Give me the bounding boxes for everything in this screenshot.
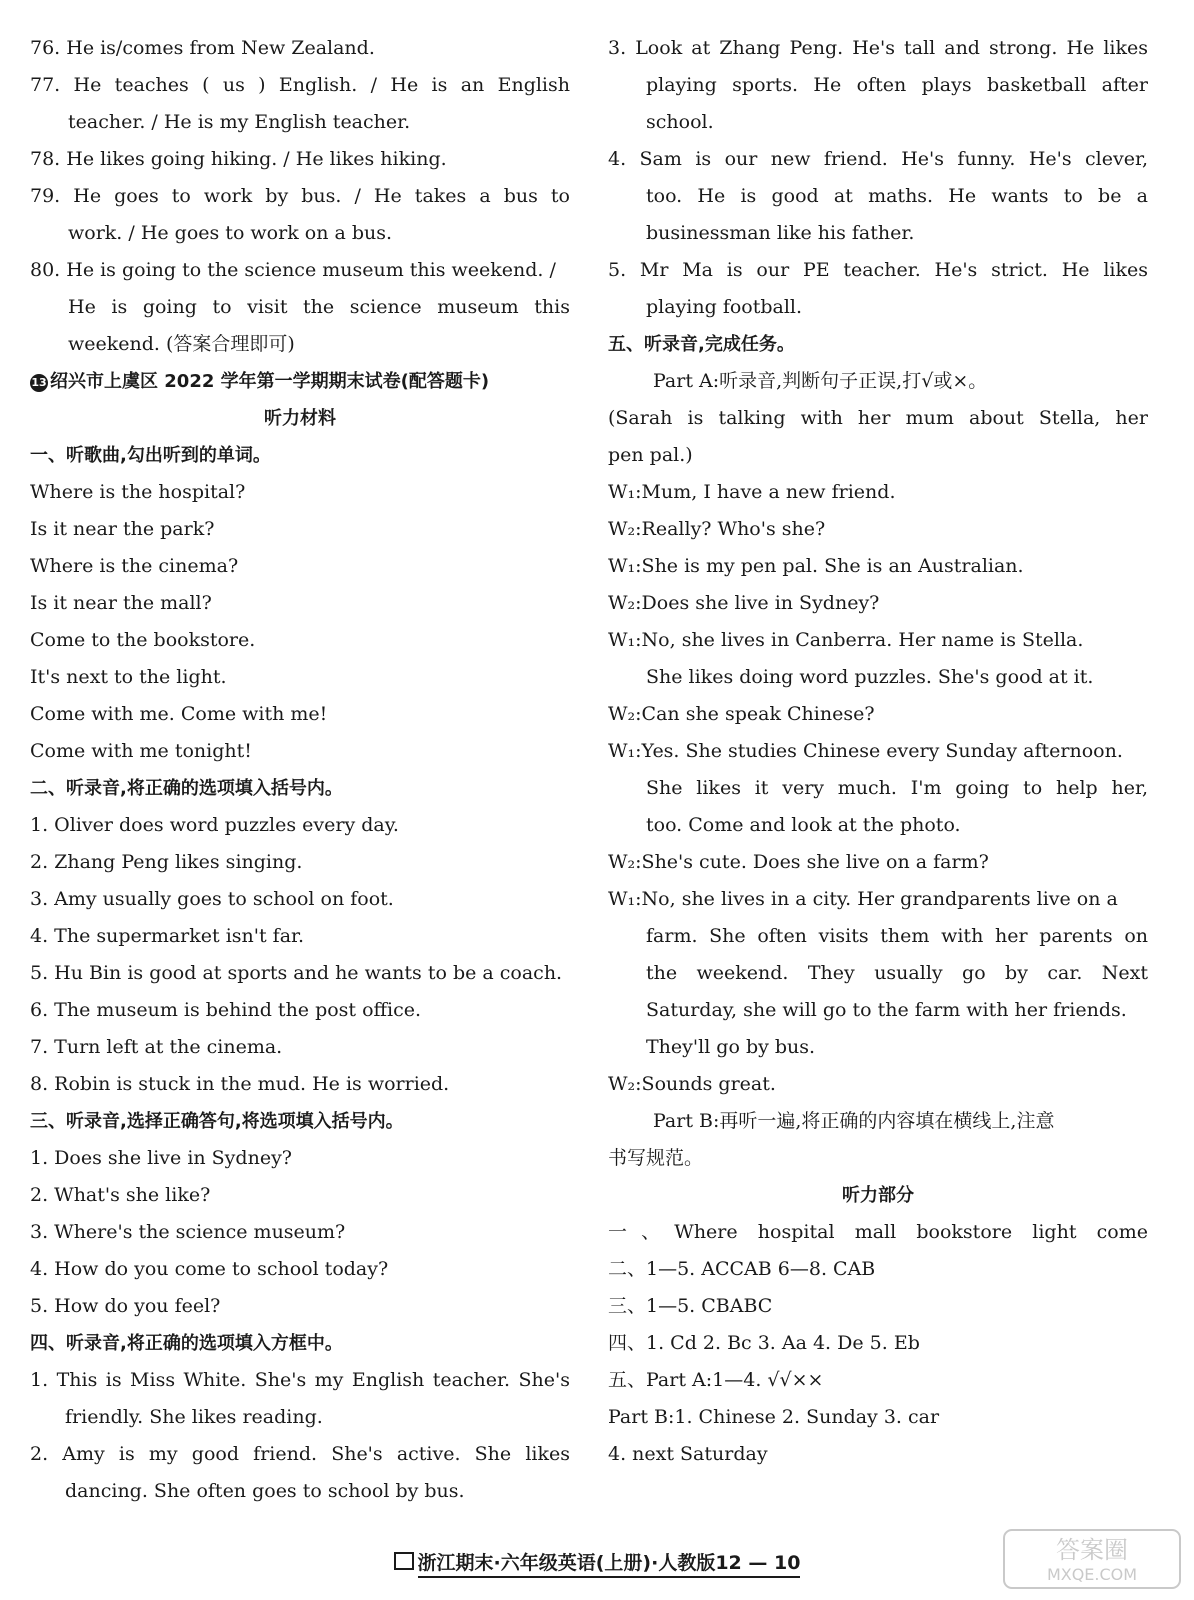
text-line <box>608 1436 1148 1473</box>
line-text: Come with me tonight! <box>30 740 252 762</box>
line-text: businessman like his father. <box>646 222 915 244</box>
text-line <box>30 696 570 733</box>
line-text: 76. He is/comes from New Zealand. <box>30 37 375 59</box>
line-text: pen pal.) <box>608 444 693 466</box>
text-line <box>30 585 570 622</box>
line-text: 听力材料 <box>264 408 336 429</box>
right-column <box>608 30 1148 1473</box>
watermark-line2: MXQE.COM <box>1046 1565 1138 1584</box>
text-line <box>608 1251 1148 1288</box>
text-line <box>30 1177 570 1214</box>
text-line <box>608 1399 1148 1436</box>
line-text: They'll go by bus. <box>646 1036 816 1058</box>
text-line <box>30 992 570 1029</box>
line-text: 1. Does she live in Sydney? <box>30 1147 292 1169</box>
line-text: W₁:She is my pen pal. She is an Australian. <box>608 555 1024 577</box>
text-line <box>30 1251 570 1288</box>
text-line <box>30 918 570 955</box>
text-line <box>30 955 570 992</box>
line-text: 5. Mr Ma is our PE teacher. He's strict. He likes <box>608 259 1148 281</box>
text-line <box>608 844 1148 881</box>
text-line <box>608 585 1148 622</box>
line-text: Is it near the park? <box>30 518 215 540</box>
text-line <box>608 67 1148 104</box>
line-text: 8. Robin is stuck in the mud. He is worried. <box>30 1073 450 1095</box>
section-heading <box>608 326 1148 363</box>
text-line <box>30 1214 570 1251</box>
text-line <box>30 141 570 178</box>
text-line <box>30 548 570 585</box>
line-text: 4. How do you come to school today? <box>30 1258 389 1280</box>
text-line <box>30 67 570 104</box>
text-line <box>608 363 1148 400</box>
line-text: Part B:再听一遍,将正确的内容填在横线上,注意 <box>653 1110 1055 1132</box>
text-line <box>608 1066 1148 1103</box>
line-text: work. / He goes to work on a bus. <box>68 222 393 244</box>
line-text: He is going to visit the science museum this <box>68 296 570 318</box>
line-text: 一、听歌曲,勾出听到的单词。 <box>30 445 271 466</box>
section-heading <box>30 1103 570 1140</box>
text-line <box>608 104 1148 141</box>
text-line <box>30 844 570 881</box>
line-text: 3. Amy usually goes to school on foot. <box>30 888 394 910</box>
line-text: 4. next Saturday <box>608 1443 768 1465</box>
text-line <box>608 1214 1148 1251</box>
section-heading <box>30 1325 570 1362</box>
line-text: 78. He likes going hiking. / He likes hiking. <box>30 148 447 170</box>
line-text: W₁:No, she lives in a city. Her grandparents live on a <box>608 888 1118 910</box>
line-text: 7. Turn left at the cinema. <box>30 1036 283 1058</box>
line-text: playing sports. He often plays basketball after <box>646 74 1148 96</box>
line-text: 三、1—5. CBABC <box>608 1295 773 1317</box>
line-text: 一、Where hospital mall bookstore light come <box>608 1221 1148 1243</box>
text-line <box>608 178 1148 215</box>
line-text: 五、Part A:1—4. √√×× <box>608 1369 824 1391</box>
text-line <box>30 1140 570 1177</box>
line-text: It's next to the light. <box>30 666 227 688</box>
text-line <box>30 1436 570 1473</box>
text-line <box>30 326 570 363</box>
text-line <box>608 400 1148 437</box>
line-text: W₁:Mum, I have a new friend. <box>608 481 896 503</box>
line-text: teacher. / He is my English teacher. <box>68 111 411 133</box>
text-line <box>30 733 570 770</box>
line-text: Come with me. Come with me! <box>30 703 328 725</box>
text-line <box>30 659 570 696</box>
text-line <box>608 1103 1148 1140</box>
line-text: 二、1—5. ACCAB 6—8. CAB <box>608 1258 876 1280</box>
text-line <box>30 104 570 141</box>
text-line <box>30 622 570 659</box>
line-text: 2. What's she like? <box>30 1184 211 1206</box>
footer-text: 浙江期末·六年级英语(上册)·人教版12 — 10 <box>418 1552 801 1578</box>
line-text: Saturday, she will go to the farm with her friends. <box>646 999 1127 1021</box>
text-line <box>30 178 570 215</box>
text-line <box>30 474 570 511</box>
line-text: 听力部分 <box>842 1185 914 1206</box>
text-line <box>30 1399 570 1436</box>
text-line <box>30 1288 570 1325</box>
line-text: dancing. She often goes to school by bus. <box>65 1480 465 1502</box>
line-text: 79. He goes to work by bus. / He takes a bus to <box>30 185 570 207</box>
text-line <box>608 474 1148 511</box>
section-title <box>30 400 570 437</box>
line-text: too. He is good at maths. He wants to be a <box>646 185 1148 207</box>
text-line <box>30 511 570 548</box>
line-text: 1. Oliver does word puzzles every day. <box>30 814 399 836</box>
text-line <box>30 252 570 289</box>
line-text: 二、听录音,将正确的选项填入括号内。 <box>30 778 343 799</box>
text-line <box>608 696 1148 733</box>
line-text: weekend. (答案合理即可) <box>68 333 295 355</box>
line-text: W₂:She's cute. Does she live on a farm? <box>608 851 989 873</box>
text-line <box>608 807 1148 844</box>
line-text: 三、听录音,选择正确答句,将选项填入括号内。 <box>30 1111 404 1132</box>
line-text: 绍兴市上虞区 2022 学年第一学期期末试卷(配答题卡) <box>50 371 490 392</box>
watermark-logo <box>1002 1528 1182 1590</box>
line-text: 5. How do you feel? <box>30 1295 221 1317</box>
line-text: 6. The museum is behind the post office. <box>30 999 422 1021</box>
line-text: 3. Where's the science museum? <box>30 1221 346 1243</box>
text-line <box>608 252 1148 289</box>
text-line <box>608 918 1148 955</box>
text-line <box>30 30 570 67</box>
line-text: too. Come and look at the photo. <box>646 814 961 836</box>
text-line <box>608 30 1148 67</box>
line-text: 80. He is going to the science museum this weekend. / <box>30 259 556 281</box>
text-line <box>608 1140 1148 1177</box>
line-text: 77. He teaches ( us ) English. / He is an English <box>30 74 570 96</box>
text-line <box>608 1288 1148 1325</box>
text-line <box>608 881 1148 918</box>
line-text: W₂:Can she speak Chinese? <box>608 703 875 725</box>
footer-mark-icon <box>394 1552 414 1570</box>
text-line <box>608 622 1148 659</box>
line-text: Part A:听录音,判断句子正误,打√或×。 <box>653 370 988 392</box>
line-text: W₂:Sounds great. <box>608 1073 776 1095</box>
text-line <box>30 215 570 252</box>
text-line <box>30 881 570 918</box>
text-line <box>608 1325 1148 1362</box>
line-text: 五、听录音,完成任务。 <box>608 334 795 355</box>
line-text: 5. Hu Bin is good at sports and he wants to be a coach. <box>30 962 563 984</box>
number-badge: 13 <box>30 374 48 392</box>
line-text: 四、听录音,将正确的选项填入方框中。 <box>30 1333 343 1354</box>
text-line <box>608 215 1148 252</box>
line-text: 2. Amy is my good friend. She's active. She likes <box>30 1443 570 1465</box>
text-line <box>30 1029 570 1066</box>
line-text: 书写规范。 <box>608 1147 704 1169</box>
line-text: 四、1. Cd 2. Bc 3. Aa 4. De 5. Eb <box>608 1332 920 1354</box>
line-text: 2. Zhang Peng likes singing. <box>30 851 303 873</box>
text-line <box>608 289 1148 326</box>
line-text: Is it near the mall? <box>30 592 212 614</box>
line-text: 3. Look at Zhang Peng. He's tall and strong. He likes <box>608 37 1148 59</box>
section-title <box>608 1177 1148 1214</box>
line-text: Come to the bookstore. <box>30 629 256 651</box>
text-line <box>608 511 1148 548</box>
watermark-line1: 答案圈 <box>1056 1536 1128 1564</box>
text-line <box>608 770 1148 807</box>
line-text: the weekend. They usually go by car. Next <box>646 962 1148 984</box>
text-line <box>608 659 1148 696</box>
text-line <box>608 1362 1148 1399</box>
line-text: farm. She often visits them with her parents on <box>646 925 1148 947</box>
line-text: She likes doing word puzzles. She's good at it. <box>646 666 1094 688</box>
text-line <box>608 548 1148 585</box>
text-line <box>30 1473 570 1510</box>
line-text: Part B:1. Chinese 2. Sunday 3. car <box>608 1406 940 1428</box>
line-text: school. <box>646 111 714 133</box>
line-text: W₁:Yes. She studies Chinese every Sunday afternoon. <box>608 740 1123 762</box>
text-line <box>608 955 1148 992</box>
line-text: W₂:Does she live in Sydney? <box>608 592 880 614</box>
text-line <box>30 1066 570 1103</box>
left-column <box>30 30 570 1510</box>
exam-title <box>30 363 570 400</box>
section-heading <box>30 437 570 474</box>
text-line <box>608 733 1148 770</box>
line-text: (Sarah is talking with her mum about Stella, her <box>608 407 1148 429</box>
line-text: She likes it very much. I'm going to help her, <box>646 777 1148 799</box>
text-line <box>30 289 570 326</box>
text-line <box>30 1362 570 1399</box>
line-text: 4. The supermarket isn't far. <box>30 925 305 947</box>
line-text: playing football. <box>646 296 803 318</box>
text-line <box>608 141 1148 178</box>
text-line <box>608 992 1148 1029</box>
text-line <box>30 807 570 844</box>
line-text: 4. Sam is our new friend. He's funny. He's clever, <box>608 148 1148 170</box>
line-text: 1. This is Miss White. She's my English teacher. She's <box>30 1369 570 1391</box>
line-text: Where is the cinema? <box>30 555 239 577</box>
text-line <box>608 1029 1148 1066</box>
line-text: Where is the hospital? <box>30 481 246 503</box>
line-text: W₂:Really? Who's she? <box>608 518 826 540</box>
line-text: friendly. She likes reading. <box>65 1406 323 1428</box>
section-heading <box>30 770 570 807</box>
line-text: W₁:No, she lives in Canberra. Her name is Stella. <box>608 629 1084 651</box>
text-line <box>608 437 1148 474</box>
